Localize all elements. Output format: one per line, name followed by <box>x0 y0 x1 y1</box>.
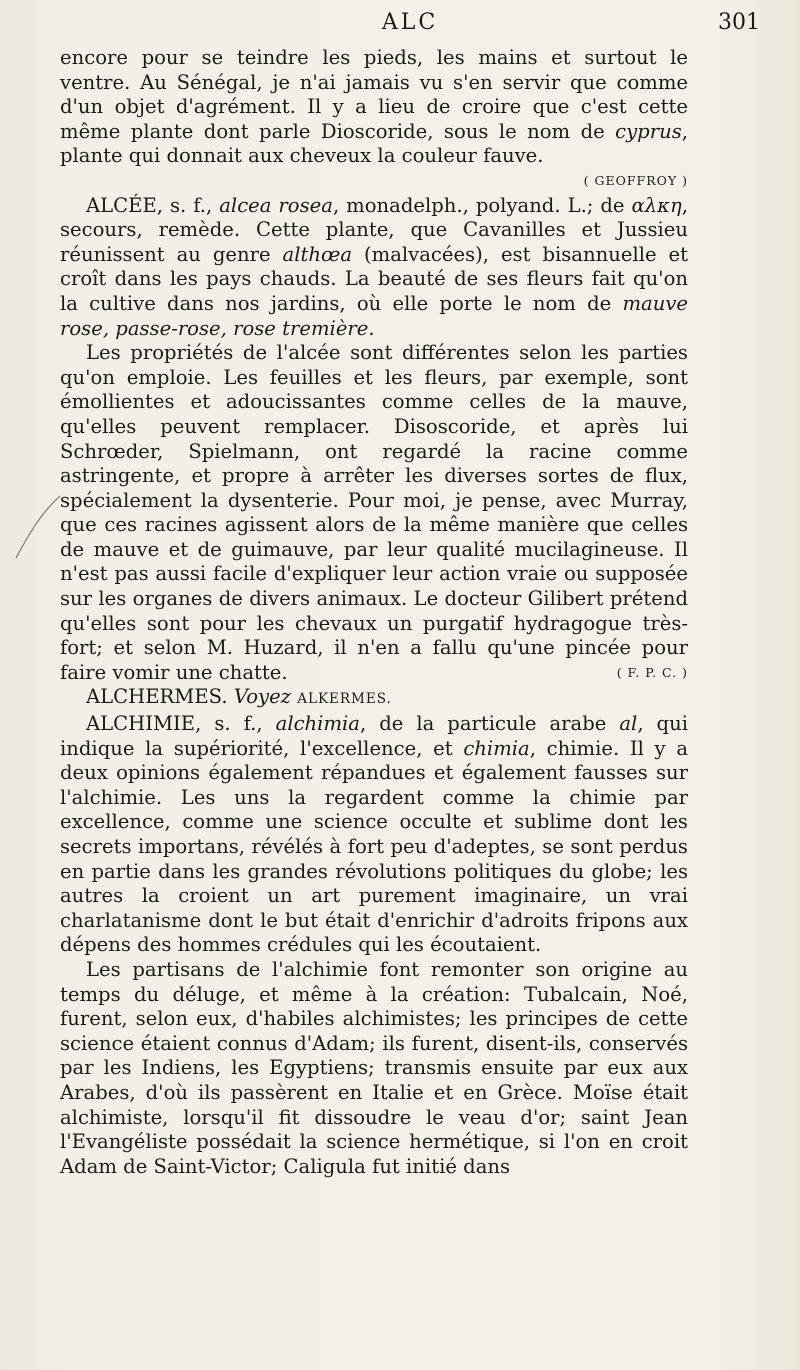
headword-alchermes: ALCHERMES. <box>86 685 228 709</box>
running-head: ALC <box>381 10 439 35</box>
entry-alchimie <box>60 712 688 958</box>
headword-alcee: ALCÉE <box>86 193 157 217</box>
alcee-text-2: , secours, remède. Cette plante, que Cavanilles et Jussieu réunissent au genre <box>60 193 688 266</box>
signature-fpc: ( F. P. C. ) <box>616 664 688 680</box>
entry-alcee <box>60 194 688 342</box>
voyez-label: Voyez <box>233 685 291 709</box>
alchimie-chimia: chimia <box>463 736 530 760</box>
alchimie-text-3: , chimie. Il y a deux opinions également répandues et également fausses sur l'alchimie. Les uns la regardent comme la chimie par excellence, comme une science occulte et sublime dont les secrets importans, révélés à fort peu d'adeptes, se sont perdus en partie dans les grandes révolutions politiques du globe; les autres la croient un art purement imaginaire, un vrai charlatanisme dont le but était d'enrichir d'adroits fripons aux dépens des hommes crédules qui les écoutaient. <box>60 736 689 957</box>
alcee-text-3: (malvacées), est bisannuelle et croît dans les pays chauds. La beauté de ses fleurs fait qu'on la cultive dans nos jardins, où elle porte le nom de <box>60 242 688 315</box>
cross-reference-alkermes: ALKERMES. <box>297 691 392 708</box>
alcee-latin: alcea rosea <box>219 193 333 217</box>
alcee-pos: , s. f., <box>156 193 220 217</box>
alchimie-latin: alchimia <box>275 712 360 736</box>
alcee-properties-paragraph <box>60 341 688 685</box>
alchimie-al: al <box>619 712 638 736</box>
alchimie-text-1: , de la particule arabe <box>359 712 620 736</box>
signature-geoffroy: ( GEOFFROY ) <box>583 172 688 188</box>
alchimie-history-paragraph <box>60 958 688 1179</box>
continued-text-end: , plante qui donnait aux cheveux la couleur fauve. <box>60 119 688 168</box>
entry-alchermes <box>60 685 688 712</box>
alcee-greek: αλκη <box>631 193 682 217</box>
alcee-text-1: , monadelph., polyand. L.; de <box>332 193 632 217</box>
alcee-genus: althœa <box>282 242 353 266</box>
page-number: 301 <box>718 10 760 35</box>
headword-alchimie: ALCHIMIE <box>86 712 196 736</box>
margin-pen-mark <box>12 492 62 562</box>
dictionary-text <box>60 46 688 1179</box>
alchimie-pos: , s. f., <box>195 712 276 736</box>
continued-entry <box>60 46 688 169</box>
alcee-properties-text: Les propriétés de l'alcée sont différentes selon les parties qu'on emploie. Les feuilles et les fleurs, par exemple, sont émollientes et adoucissantes comme celles de la mauve, qu'elles peuvent remplacer. Disoscoride, et après lui Schrœder, Spielmann, ont regardé la racine comme astringente, et propre à arrêter les diverses sortes de flux, spécialement la dysenterie. Pour moi, je pense, avec Murray, que ces racines agissent alors de la même manière que celles de mauve et de guimauve, par leur qualité mucilagineuse. Il n'est pas aussi facile d'expliquer leur action vraie ou supposée sur les organes de divers animaux. Le docteur Gilibert prétend qu'elles sont pour les chevaux un purgatif hydragogue très-fort; et selon M. Huzard, il n'en a fallu qu'une pincée pour faire vomir une chatte. <box>60 341 688 684</box>
term-cyprus: cyprus <box>615 119 682 143</box>
alchimie-history-text: Les partisans de l'alchimie font remonter son origine au temps du déluge, et même à la création: Tubalcain, Noé, furent, selon eux, d'habiles alchimistes; les principes de cette science étaient connus d'Adam; ils furent, disent-ils, conservés par les Indiens, les Egyptiens; transmis ensuite par eux aux Arabes, d'où ils passèrent en Italie et en Grèce. Moïse était alchimiste, lorsqu'il fit dissoudre le veau d'or; saint Jean l'Evangéliste possédait la science hermétique, si l'on en croit Adam de Saint-Victor; Caligula fut initié dans <box>60 957 688 1178</box>
continued-text: encore pour se teindre les pieds, les mains et surtout le ventre. Au Sénégal, je n'ai jamais vu s'en servir que comme d'un objet d'agrément. Il y a lieu de croire que c'est cette même plante dont parle Dioscoride, sous le nom de <box>60 46 688 143</box>
alcee-common-names: mauve rose, passe-rose, rose tremière. <box>60 291 688 340</box>
alchimie-text-2: , qui indique la supériorité, l'excellence, et <box>60 712 688 760</box>
page-header <box>60 10 760 40</box>
